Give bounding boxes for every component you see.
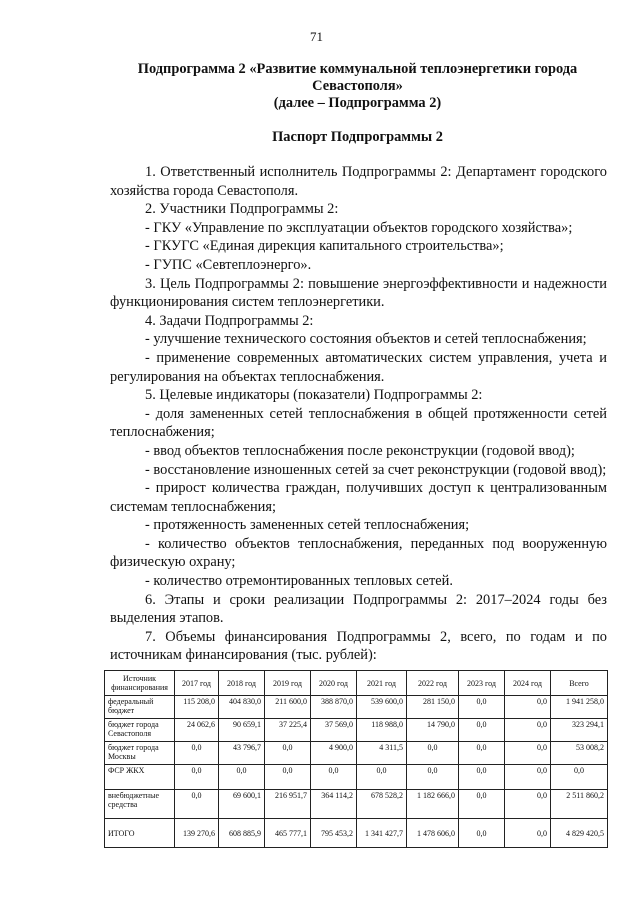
table-cell: 69 600,1 — [219, 790, 265, 819]
column-header: Источник финансирования — [105, 671, 175, 696]
table-cell: 37 569,0 — [311, 719, 357, 742]
column-header: 2023 год — [459, 671, 505, 696]
subprogram-title — [110, 61, 605, 112]
table-cell: 0,0 — [459, 696, 505, 719]
column-header: 2017 год — [175, 671, 219, 696]
paragraph: - протяженность замененных сетей теплоснабжения; — [145, 517, 470, 534]
table-row — [105, 742, 608, 765]
table-cell: 0,0 — [551, 765, 608, 790]
table-cell: 0,0 — [407, 742, 459, 765]
paragraph: - ввод объектов теплоснабжения после реконструкции (годовой ввод); — [145, 442, 575, 459]
table-cell: 281 150,0 — [407, 696, 459, 719]
passport-body — [110, 163, 607, 665]
paragraph: - улучшение технического состояния объектов и сетей теплоснабжения; — [145, 331, 587, 348]
table-cell: 404 830,0 — [219, 696, 265, 719]
table-cell: 115 208,0 — [175, 696, 219, 719]
paragraph: 4. Задачи Подпрограммы 2: — [145, 312, 314, 329]
table-cell: 4 829 420,5 — [551, 819, 608, 848]
title-line-1: Подпрограмма 2 «Развитие коммунальной теплоэнергетики города — [137, 61, 578, 77]
table-cell: 0,0 — [175, 765, 219, 790]
table-cell: 0,0 — [505, 696, 551, 719]
table-cell: 14 790,0 — [407, 719, 459, 742]
passport-title: Паспорт Подпрограммы 2 — [272, 129, 443, 145]
paragraph: - ГКУ «Управление по эксплуатации объектов городского хозяйства»; — [145, 219, 573, 236]
paragraph: 7. Объемы финансирования Подпрограммы 2, всего, по годам и по источникам финансирования (тыс. рублей): — [110, 628, 607, 664]
table-row — [105, 719, 608, 742]
table-cell: 0,0 — [265, 742, 311, 765]
table-cell: 0,0 — [505, 765, 551, 790]
table-cell: 678 528,2 — [357, 790, 407, 819]
table-cell: 0,0 — [175, 790, 219, 819]
table-cell: 323 294,1 — [551, 719, 608, 742]
table-cell: 37 225,4 — [265, 719, 311, 742]
table-cell: 0,0 — [407, 765, 459, 790]
title-line-3: (далее – Подпрограмма 2) — [273, 95, 442, 111]
paragraph: 3. Цель Подпрограммы 2: повышение энергоэффективности и надежности функционирования систем теплоэнергетики. — [110, 275, 607, 311]
paragraph: - ГУПС «Севтеплоэнерго». — [145, 256, 312, 273]
table-cell: 43 796,7 — [219, 742, 265, 765]
table-cell: 118 988,0 — [357, 719, 407, 742]
column-header: 2018 год — [219, 671, 265, 696]
page-number: 71 — [310, 29, 323, 44]
paragraph: 2. Участники Подпрограммы 2: — [145, 201, 339, 218]
table-cell: 364 114,2 — [311, 790, 357, 819]
paragraph: - доля замененных сетей теплоснабжения в общей протяженности сетей теплоснабжения; — [110, 405, 607, 441]
table-cell: 0,0 — [175, 742, 219, 765]
table-row — [105, 790, 608, 819]
table-cell: 1 182 666,0 — [407, 790, 459, 819]
paragraph: - прирост количества граждан, получивших доступ к централизованным системам теплоснабжения; — [110, 480, 607, 515]
column-header: 2022 год — [407, 671, 459, 696]
table-cell: 139 270,6 — [175, 819, 219, 848]
table-cell: 608 885,9 — [219, 819, 265, 848]
table-cell: 216 951,7 — [265, 790, 311, 819]
paragraph: - количество объектов теплоснабжения, переданных под вооруженную физическую охрану; — [110, 535, 607, 571]
table-cell: 0,0 — [505, 790, 551, 819]
table-cell: 4 311,5 — [357, 742, 407, 765]
table-cell: 0,0 — [311, 765, 357, 790]
table-cell: 53 008,2 — [551, 742, 608, 765]
table-cell: бюджет города Москвы — [105, 742, 175, 765]
table-cell: 0,0 — [459, 790, 505, 819]
table-cell: 90 659,1 — [219, 719, 265, 742]
table-cell: 24 062,6 — [175, 719, 219, 742]
table-cell: 0,0 — [219, 765, 265, 790]
table-cell: 795 453,2 — [311, 819, 357, 848]
column-header: 2020 год — [311, 671, 357, 696]
paragraph: 5. Целевые индикаторы (показатели) Подпрограммы 2: — [145, 387, 483, 404]
paragraph: - ГКУГС «Единая дирекция капитального строительства»; — [145, 238, 504, 255]
paragraph: 1. Ответственный исполнитель Подпрограммы 2: Департамент городского хозяйства города Севастополя. — [110, 164, 607, 199]
table-cell: ИТОГО — [105, 819, 175, 848]
table-cell: 1 341 427,7 — [357, 819, 407, 848]
table-cell: 0,0 — [265, 765, 311, 790]
table-cell: 1 941 258,0 — [551, 696, 608, 719]
table-cell: 0,0 — [505, 742, 551, 765]
table-cell: федеральный бюджет — [105, 696, 175, 719]
table-cell: 1 478 606,0 — [407, 819, 459, 848]
paragraph: - применение современных автоматических систем управления, учета и регулирования на объектах теплоснабжения. — [110, 349, 607, 385]
table-cell: 0,0 — [459, 819, 505, 848]
table-cell: 0,0 — [459, 765, 505, 790]
paragraph: - количество отремонтированных тепловых сетей. — [145, 573, 453, 590]
table-row — [105, 696, 608, 719]
table-cell: 539 600,0 — [357, 696, 407, 719]
column-header: 2024 год — [505, 671, 551, 696]
column-header: Всего — [551, 671, 608, 696]
paragraph: - восстановление изношенных сетей за счет реконструкции (годовой ввод); — [145, 461, 607, 478]
paragraph: 6. Этапы и сроки реализации Подпрограммы 2: 2017–2024 годы без выделения этапов. — [110, 591, 607, 627]
table-cell: 0,0 — [459, 719, 505, 742]
table-cell: ФСР ЖКХ — [105, 765, 175, 790]
table-header-row — [105, 671, 608, 696]
table-cell: 0,0 — [357, 765, 407, 790]
title-line-2: Севастополя» — [312, 78, 403, 94]
financing-table — [104, 670, 608, 848]
table-cell: 0,0 — [459, 742, 505, 765]
table-cell: внебюджетные средства — [105, 790, 175, 819]
table-cell: 211 600,0 — [265, 696, 311, 719]
table-cell: 4 900,0 — [311, 742, 357, 765]
table-row-total — [105, 819, 608, 848]
table-cell: 465 777,1 — [265, 819, 311, 848]
table-row — [105, 765, 608, 790]
column-header: 2019 год — [265, 671, 311, 696]
table-cell: бюджет города Севастополя — [105, 719, 175, 742]
table-cell: 388 870,0 — [311, 696, 357, 719]
table-cell: 0,0 — [505, 719, 551, 742]
column-header: 2021 год — [357, 671, 407, 696]
table-cell: 0,0 — [505, 819, 551, 848]
table-cell: 2 511 860,2 — [551, 790, 608, 819]
